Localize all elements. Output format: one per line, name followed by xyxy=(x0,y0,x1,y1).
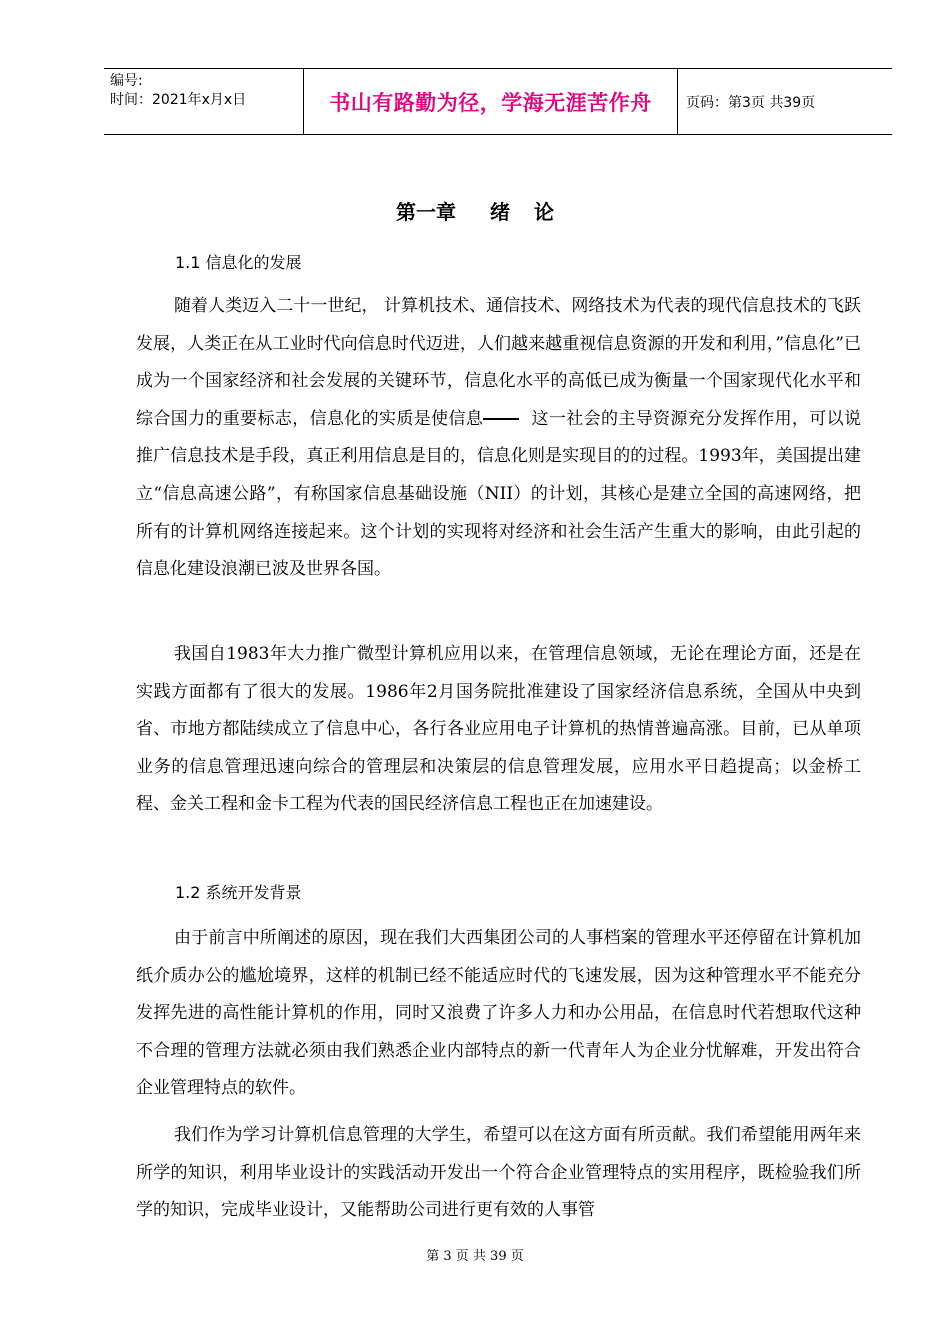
chapter-title xyxy=(0,196,950,225)
em-dash-line xyxy=(483,418,519,420)
paragraph-1-part-b: 这一社会的主导资源充分发挥作用，可以说推广信息技术是手段，真正利用信息是目的，信息化则是实现目的的过程。1993年，美国提出建立“信息高速公路”，有称国家信息基础设施（NII）的计划，其核心是建立全国的高速网络，把所有的计算机网络连接起来。这个计划的实现将对经济和社会生活产生重大的影响，由此引起的信息化建设浪潮已波及世界各国。 xyxy=(136,408,862,580)
header-number: 编号: xyxy=(110,73,143,89)
chapter-word-1: 绪 xyxy=(490,200,510,224)
header-meta xyxy=(104,69,304,134)
chapter-word-2: 论 xyxy=(534,200,554,224)
page-footer: 第 3 页 共 39 页 xyxy=(426,1249,524,1264)
header-time: 时间：2021年x月x日 xyxy=(110,92,247,108)
paragraph-4: 我们作为学习计算机信息管理的大学生，希望可以在这方面有所贡献。我们希望能用两年来所学的知识，利用毕业设计的实践活动开发出一个符合企业管理特点的实用程序，既检验我们所学的知识，完成毕业设计，又能帮助公司进行更有效的人事管 xyxy=(136,1125,861,1221)
chapter-number: 第一章 xyxy=(396,200,456,224)
header-page-info: 页码：第3页 共39页 xyxy=(686,94,816,111)
header-motto: 书山有路勤为径，学海无涯苦作舟 xyxy=(304,69,678,134)
paragraph-3: 由于前言中所阐述的原因，现在我们大西集团公司的人事档案的管理水平还停留在计算机加纸介质办公的尴尬境界，这样的机制已经不能适应时代的飞速发展，因为这种管理水平不能充分发挥先进的高性能计算机的作用，同时又浪费了许多人力和办公用品，在信息时代若想取代这种不合理的管理方法就必须由我们熟悉企业内部特点的新一代青年人为企业分忧解难，开发出符合企业管理特点的软件。 xyxy=(136,928,861,1099)
section-heading-1-2: 1.2 系统开发背景 xyxy=(175,883,302,902)
page-header xyxy=(104,68,892,135)
section-heading-1-1: 1.1 信息化的发展 xyxy=(175,253,302,272)
paragraph-2: 我国自1983年大力推广微型计算机应用以来，在管理信息领域，无论在理论方面，还是在实践方面都有了很大的发展。1986年2月国务院批准建设了国家经济信息系统，全国从中央到省、市地方都陆续成立了信息中心，各行各业应用电子计算机的热情普遍高涨。目前，已从单项业务的信息管理迅速向综合的管理层和决策层的信息管理发展，应用水平日趋提高；以金桥工程、金关工程和金卡工程为代表的国民经济信息工程也正在加速建设。 xyxy=(136,644,861,815)
paragraph-1 xyxy=(136,288,861,589)
paragraph-1-part-a: 随着人类迈入二十一世纪， 计算机技术、通信技术、网络技术为代表的现代信息技术的飞跃发展，人类正在从工业时代向信息时代迈进，人们越来越重视信息资源的开发和利用，”信息化”已成为一个国家经济和社会发展的关键环节，信息化水平的高低已成为衡量一个国家现代化水平和综合国力的重要标志，信息化的实质是使信息 xyxy=(136,296,861,429)
